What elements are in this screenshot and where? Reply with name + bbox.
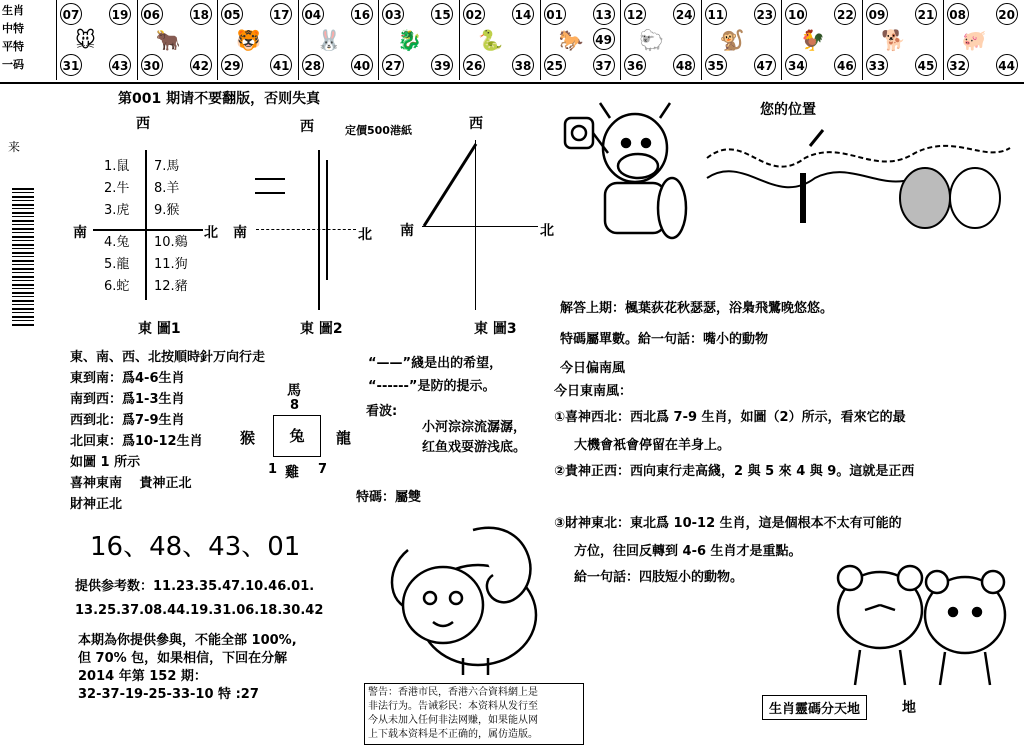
number-ball: 17 — [270, 3, 292, 25]
answer-line: 解答上期：楓葉荻花秋瑟瑟，浴梟飛鷺晚悠悠。 — [560, 301, 834, 316]
zodiac-item: 11.狗 — [154, 257, 188, 272]
number-ball: 41 — [270, 54, 292, 76]
number-ball: 28 — [302, 54, 324, 76]
diagram3-north: 北 — [540, 223, 554, 239]
pig-icon: 🐖 — [961, 28, 987, 52]
number-ball: 35 — [705, 54, 727, 76]
zodiac-item: 12.豬 — [154, 279, 188, 294]
number-ball: 25 — [544, 54, 566, 76]
map-scene — [705, 118, 1015, 243]
poem-line: 红鱼戏耍游浅底。 — [422, 440, 527, 455]
number-ball: 05 — [221, 3, 243, 25]
rule-line: 東、南、西、北按順時針万向行走 — [70, 350, 266, 365]
map-label: 您的位置 — [760, 102, 816, 118]
warning-line: 今从未加入任何非法网赚，如果能从网 — [368, 715, 538, 726]
characters-illustration — [825, 560, 1020, 690]
compass-bottom-left: 1 — [268, 462, 278, 477]
diagram3-caption: 東 圖3 — [474, 321, 517, 337]
number-ball: 26 — [463, 54, 485, 76]
issue-line: 第001 期请不要翻版，否则失真 — [118, 91, 321, 107]
compass-right: 龍 — [336, 429, 352, 447]
poem — [422, 418, 526, 458]
number-ball: 43 — [109, 54, 131, 76]
tiger-icon: 🐯 — [236, 28, 262, 52]
number-ball: 48 — [673, 54, 695, 76]
diagram2-south: 南 — [233, 225, 247, 241]
sheep-illustration — [378, 510, 548, 680]
rat-icon: 🐭 — [75, 28, 96, 52]
legend-mark: “------” — [368, 379, 418, 394]
number-ball: 14 — [512, 3, 534, 25]
notice-line: 2014 年第 152 期： — [78, 669, 207, 684]
warning-box — [364, 683, 584, 745]
rule-line: 西到北：爲7-9生肖 — [70, 413, 185, 428]
number-ball: 07 — [60, 3, 82, 25]
special-code: 特碼：屬雙 — [356, 490, 422, 505]
number-ball: 46 — [834, 54, 856, 76]
zodiac-header — [0, 0, 1024, 84]
diagram2-caption: 東 圖2 — [300, 321, 343, 337]
number-ball: 03 — [382, 3, 404, 25]
dragon-icon: 🐉 — [397, 28, 423, 52]
number-ball: 34 — [785, 54, 807, 76]
rule-line: 財神正北 — [70, 497, 123, 512]
rule-line: 南到西：爲1-3生肖 — [70, 392, 185, 407]
zodiac-cell — [540, 0, 622, 80]
corner-line: 生肖 — [2, 4, 24, 17]
legend-text: 是防的提示。 — [417, 379, 496, 394]
number-ball: 12 — [624, 3, 646, 25]
diagram3-south: 南 — [400, 223, 414, 239]
notice-block — [78, 632, 297, 704]
ox-icon: 🐂 — [155, 28, 181, 52]
number-ball: 22 — [834, 3, 856, 25]
rule-line: 喜神東南 貴神正北 — [70, 476, 192, 491]
side-mark: 来 — [8, 140, 21, 154]
zodiac-item: 9.猴 — [154, 203, 180, 218]
number-ball: 08 — [947, 3, 969, 25]
zodiac-cell — [459, 0, 541, 80]
compass-top-name: 馬 — [287, 383, 301, 399]
rules-block — [70, 347, 265, 515]
legend-line-2 — [368, 375, 495, 394]
rule-line: 東到南：爲4-6生肖 — [70, 371, 185, 386]
compass-bottom-name: 雞 — [285, 465, 299, 481]
zodiac-cell — [298, 0, 380, 80]
zodiac-item: 7.馬 — [154, 159, 180, 174]
zodiac-cell — [781, 0, 863, 80]
number-ball: 32 — [947, 54, 969, 76]
corner-line: 中特 — [2, 22, 24, 35]
notice-line: 但 70% 包，如果相信，下回在分解 — [78, 651, 288, 666]
item-1: ①喜神西北：西北爲 7-9 生肖，如圖（2）所示，看來它的最 — [554, 410, 906, 425]
notice-line: 本期為你提供參與，不能全部 100%, — [78, 633, 297, 648]
zodiac-item: 4.兔 — [104, 235, 130, 250]
number-ball: 23 — [754, 3, 776, 25]
rabbit-icon: 🐰 — [316, 28, 342, 52]
item-3: ③財神東北：東北爲 10-12 生肖，這是個根本不太有可能的 — [554, 516, 902, 531]
diagram2-west: 西 — [300, 119, 314, 135]
number-ball: 36 — [624, 54, 646, 76]
number-ball: 06 — [141, 3, 163, 25]
item-3-cont: 方位，往回反轉到 4-6 生肖才是重點。 — [574, 544, 802, 559]
cow-illustration — [560, 98, 690, 248]
number-ball: 18 — [190, 3, 212, 25]
number-ball: 13 — [593, 3, 615, 25]
corner-label — [2, 2, 52, 78]
diagram3-west: 西 — [469, 116, 483, 132]
compass-left: 猴 — [240, 429, 256, 447]
warning-line: 非法行为。告诫彩民：本资料从发行至 — [368, 701, 538, 712]
poem-label: 看波: — [366, 404, 398, 419]
footer-badge: 生肖靈碼分天地 — [762, 695, 867, 720]
zodiac-item: 3.虎 — [104, 203, 130, 218]
zodiac-item: 10.鷄 — [154, 235, 188, 250]
number-ball: 44 — [996, 54, 1018, 76]
number-ball: 30 — [141, 54, 163, 76]
reference-line: 提供参考数：11.23.35.47.10.46.01. — [75, 579, 315, 594]
zodiac-item: 6.蛇 — [104, 279, 130, 294]
diagram1-north: 北 — [204, 225, 218, 241]
number-ball: 01 — [544, 3, 566, 25]
legend-mark: “——” — [368, 356, 412, 371]
warning-line: 警告：香港市民，香港六合資料網上是 — [368, 687, 538, 698]
zodiac-item: 2.牛 — [104, 181, 130, 196]
zodiac-cell — [56, 0, 138, 80]
notice-line: 32-37-19-25-33-10 特 :27 — [78, 687, 259, 702]
price-line: 定價500港紙 — [345, 124, 412, 137]
item-2: ②貴神正西：西向東行走高綫，2 與 5 來 4 與 9。這就是正西 — [554, 464, 915, 479]
zodiac-cell — [378, 0, 460, 80]
warning-line: 上下载本资料是不正确的，属仿造版。 — [368, 729, 538, 740]
diagram1-south: 南 — [73, 225, 87, 241]
zodiac-cell — [620, 0, 702, 80]
monkey-icon: 🐒 — [719, 28, 745, 52]
number-ball: 24 — [673, 3, 695, 25]
number-ball: 04 — [302, 3, 324, 25]
number-ball: 27 — [382, 54, 404, 76]
number-ball: 16 — [351, 3, 373, 25]
barcode — [12, 188, 34, 328]
item-3-tip: 給一句話：四肢短小的動物。 — [574, 570, 744, 585]
zodiac-cell — [137, 0, 219, 80]
number-ball: 33 — [866, 54, 888, 76]
number-ball: 20 — [996, 3, 1018, 25]
number-ball: 39 — [431, 54, 453, 76]
dog-icon: 🐕 — [881, 28, 906, 52]
number-ball: 29 — [221, 54, 243, 76]
footer-tail: 地 — [902, 700, 916, 716]
reference-line: 13.25.37.08.44.19.31.06.18.30.42 — [75, 603, 324, 618]
legend-line-1 — [368, 352, 502, 371]
goat-icon: 🐑 — [639, 28, 665, 52]
number-ball: 31 — [60, 54, 82, 76]
corner-line: 平特 — [2, 40, 24, 53]
compass-center: 兔 — [273, 415, 321, 457]
number-ball: 37 — [593, 54, 615, 76]
number-ball: 40 — [351, 54, 373, 76]
number-ball: 11 — [705, 3, 727, 25]
rule-line: 如圖 1 所示 — [70, 455, 141, 470]
number-ball: 38 — [512, 54, 534, 76]
zodiac-cell — [862, 0, 944, 80]
number-ball: 10 — [785, 3, 807, 25]
poem-line: 小河淙淙流潺潺， — [422, 420, 527, 435]
number-ball: 19 — [109, 3, 131, 25]
number-ball: 49 — [593, 28, 615, 50]
diagram1-caption: 東 圖1 — [138, 321, 181, 337]
big-numbers: 16、48、43、01 — [90, 532, 301, 562]
snake-icon: 🐍 — [478, 28, 503, 52]
number-ball: 02 — [463, 3, 485, 25]
zodiac-cell — [943, 0, 1024, 80]
zodiac-cell — [701, 0, 783, 80]
corner-line: 一码 — [2, 58, 24, 71]
diagram2-north: 北 — [358, 227, 372, 243]
rule-line: 北回東：爲10-12生肖 — [70, 434, 203, 449]
compass-top-num: 8 — [290, 398, 300, 413]
number-ball: 47 — [754, 54, 776, 76]
zodiac-item: 1.鼠 — [104, 159, 130, 174]
item-1-cont: 大機會衹會停留在羊身上。 — [574, 438, 731, 453]
diagram1-west: 西 — [136, 116, 150, 132]
number-ball: 42 — [190, 54, 212, 76]
legend-text: 綫是出的希望， — [411, 356, 503, 371]
number-ball: 09 — [866, 3, 888, 25]
compass-bottom-right: 7 — [318, 462, 328, 477]
number-ball: 21 — [915, 3, 937, 25]
today-southeast: 今日東南風： — [554, 384, 633, 399]
number-ball: 45 — [915, 54, 937, 76]
horse-icon: 🐎 — [558, 28, 584, 52]
reference-block — [75, 575, 323, 623]
today-wind: 今日偏南風 — [560, 361, 626, 376]
zodiac-item: 8.羊 — [154, 181, 180, 196]
single-line: 特碼屬單數。給一句話：嘴小的動物 — [560, 332, 769, 347]
rooster-icon: 🐓 — [800, 28, 826, 52]
diagram3-diagonal — [422, 140, 482, 230]
zodiac-item: 5.龍 — [104, 257, 130, 272]
zodiac-cell — [217, 0, 299, 80]
number-ball: 15 — [431, 3, 453, 25]
